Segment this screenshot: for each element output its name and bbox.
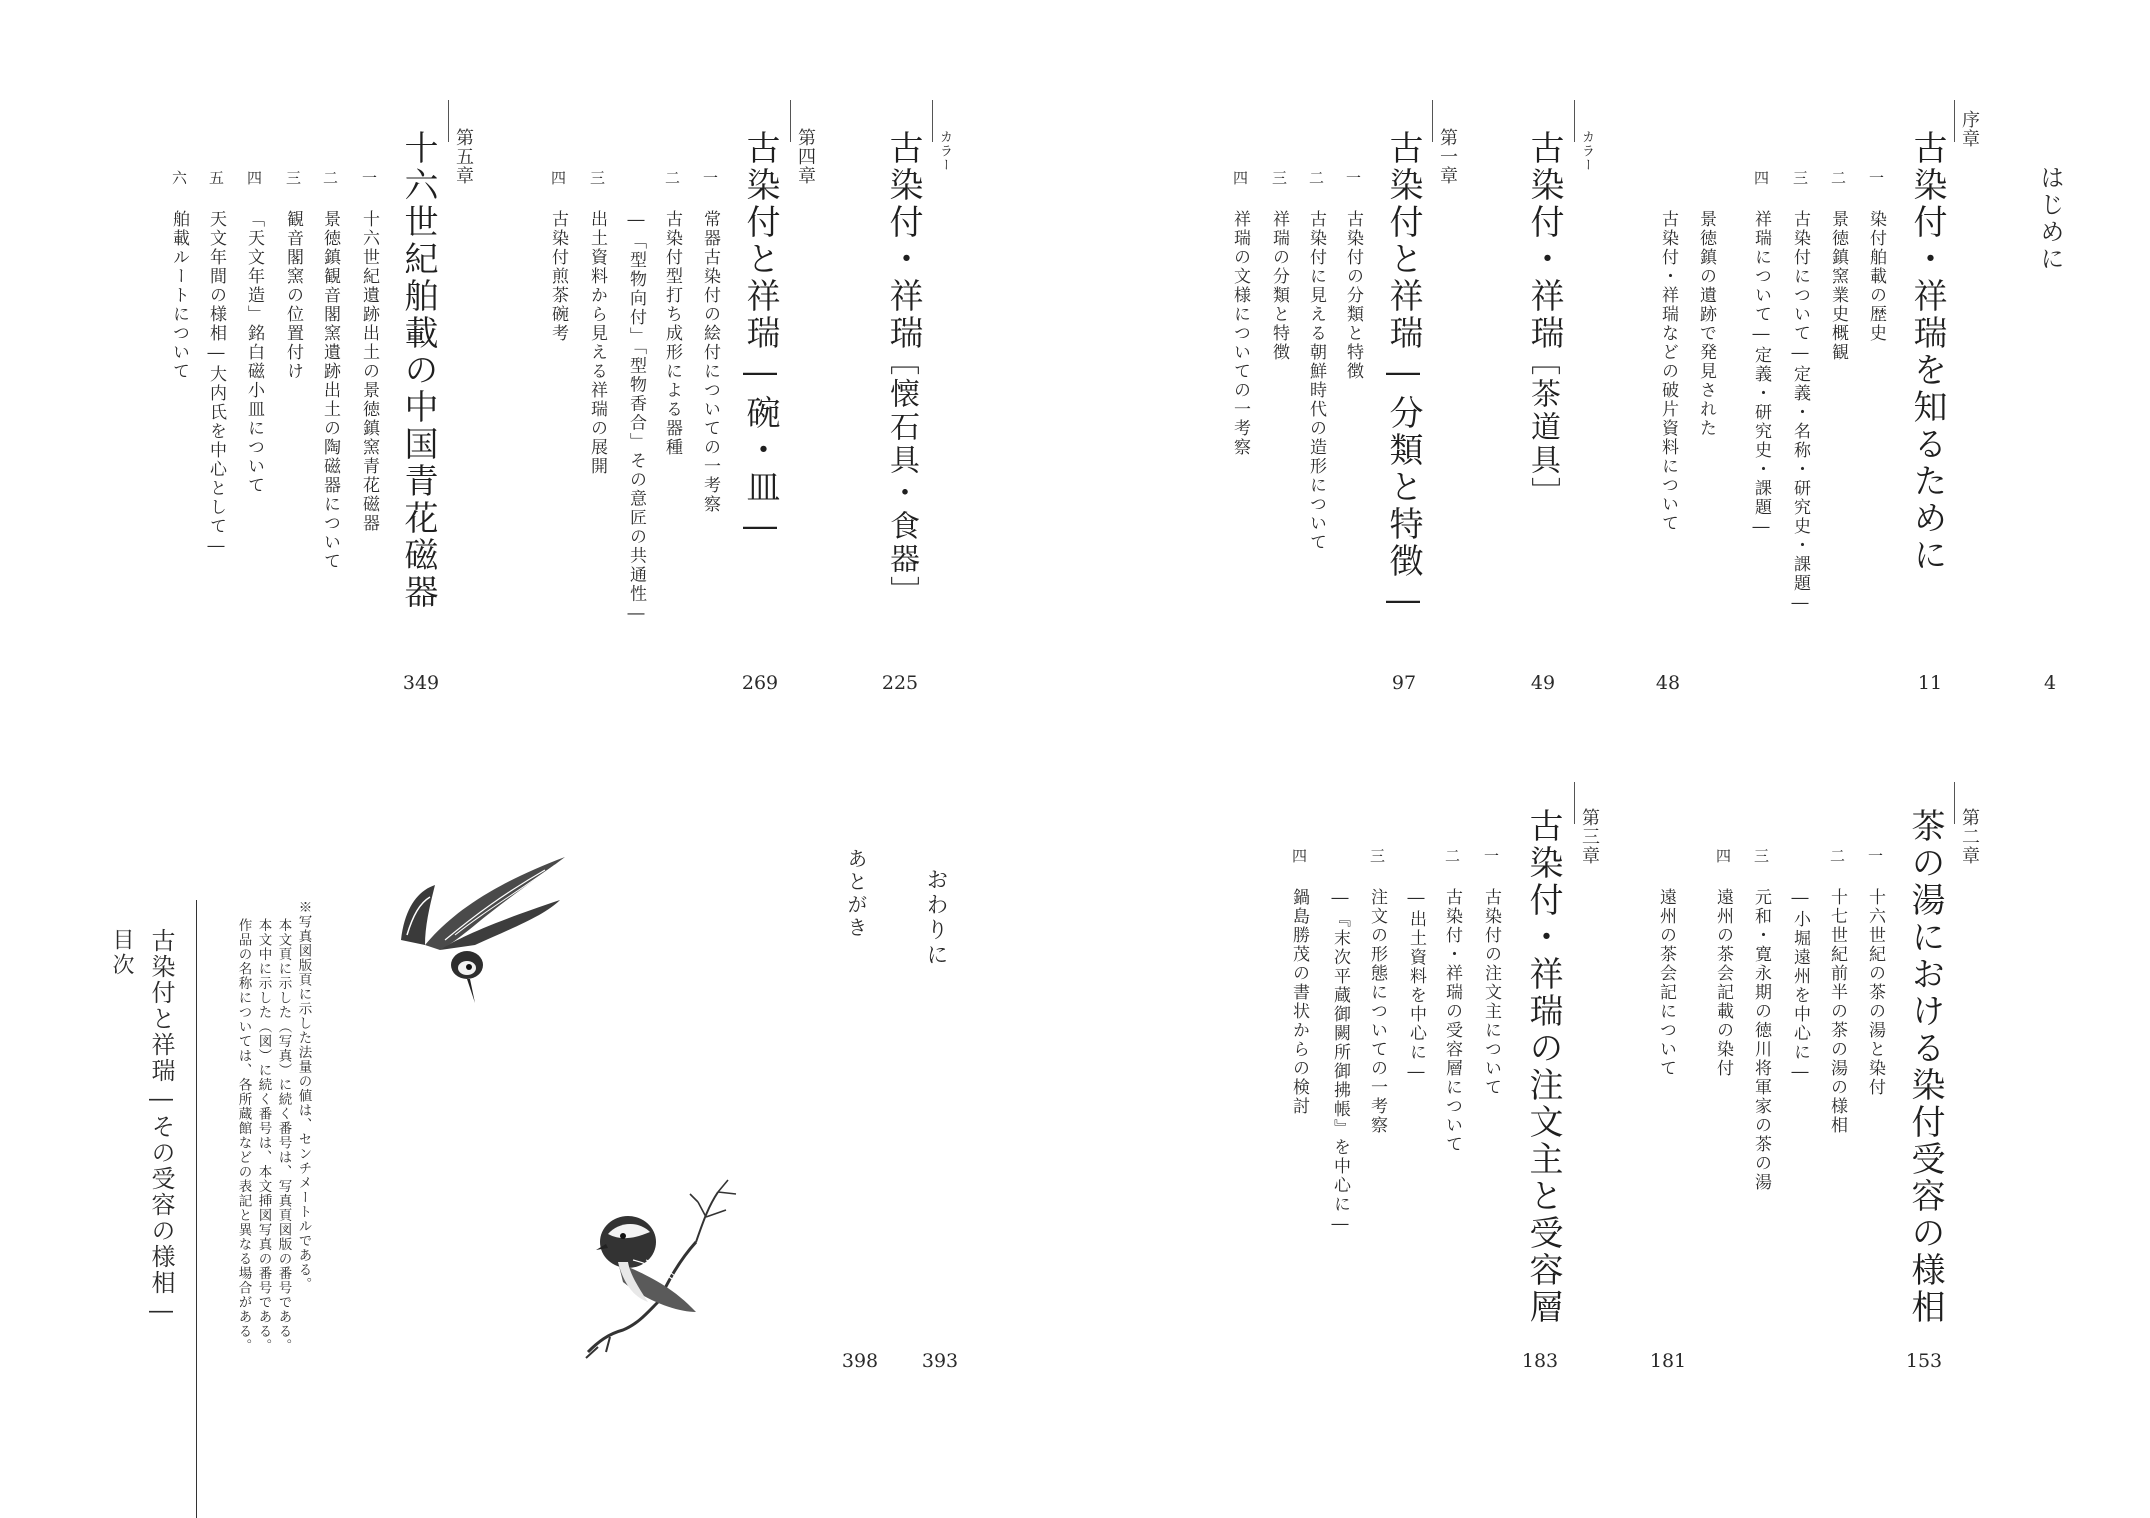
ch4-item-4: 古染付煎茶碗考 bbox=[548, 210, 568, 343]
ch1-item-4-num: 四 bbox=[1231, 170, 1249, 185]
ch2-item-2: 十七世紀前半の茶の湯の様相 bbox=[1827, 888, 1847, 1135]
ch5-title: 十六世紀舶載の中国青花磁器 bbox=[398, 130, 438, 611]
ch5-item-1: 十六世紀遺跡出土の景徳鎮窯青花磁器 bbox=[359, 210, 379, 533]
ch2-item-3-num: 三 bbox=[1752, 848, 1770, 863]
owarini-page: 393 bbox=[921, 1350, 959, 1372]
josho-item-1: 染付舶載の歴史 bbox=[1866, 210, 1886, 343]
tit-on-branch-illustration bbox=[578, 1162, 778, 1362]
ch2-title: 茶の湯における染付受容の様相 bbox=[1905, 808, 1945, 1326]
ch5-item-2-num: 二 bbox=[321, 170, 339, 185]
karaa1-sub: ［茶道具］ bbox=[1525, 345, 1560, 510]
ch1-item-2-num: 二 bbox=[1307, 170, 1325, 185]
atogaki-page: 398 bbox=[841, 1350, 879, 1372]
ch1-item-3: 祥瑞の分類と特徴 bbox=[1269, 210, 1289, 362]
ch2-item-4-num: 四 bbox=[1714, 848, 1732, 863]
ch4-item-3-num: 三 bbox=[588, 170, 606, 185]
ch5-item-1-num: 一 bbox=[360, 170, 378, 185]
ch1-item-2: 古染付に見える朝鮮時代の造形について bbox=[1306, 210, 1326, 552]
ch4-rule bbox=[790, 100, 791, 142]
josho-rule bbox=[1954, 100, 1955, 142]
josho-page-fragment: 48 bbox=[1655, 672, 1681, 694]
ch5-item-6: 舶載ルートについて bbox=[169, 210, 189, 381]
ch2-item-1-num: 一 bbox=[1866, 848, 1884, 863]
ch5-rule bbox=[448, 100, 449, 142]
ch1-item-1-num: 一 bbox=[1344, 170, 1362, 185]
ch5-item-3: 観音閣窯の位置付け bbox=[283, 210, 303, 381]
ch3-item-3-sub: ―『末次平蔵御闕所御拂帳』を中心に― bbox=[1330, 888, 1350, 1236]
josho-page: 11 bbox=[1917, 672, 1943, 694]
ch2-item-5: 遠州の茶会記について bbox=[1656, 888, 1676, 1078]
title-rule bbox=[196, 900, 197, 1518]
ch5-item-2: 景徳鎮観音閣窯遺跡出土の陶磁器について bbox=[320, 210, 340, 571]
josho-item-2: 景徳鎮窯業史概観 bbox=[1828, 210, 1848, 362]
ch2-item-2-num: 二 bbox=[1828, 848, 1846, 863]
note-line-4: 作品の名称については、各所蔵館などの表記と異なる場合がある。 bbox=[235, 918, 252, 1353]
ch2-item-3: 元和・寛永期の徳川将軍家の茶の湯 bbox=[1751, 888, 1771, 1192]
karaa1-page: 49 bbox=[1530, 672, 1556, 694]
josho-item-3: 古染付について―定義・名称・研究史・課題― bbox=[1790, 210, 1810, 615]
ch4-title: 古染付と祥瑞―碗・皿― bbox=[740, 130, 780, 549]
ch1-label: 第一章 bbox=[1437, 128, 1458, 185]
note-line-2: 本文頁に示した（写真）に続く番号は、写真頁図版の番号である。 bbox=[275, 918, 292, 1353]
josho-item-5: 景徳鎮の遺跡で発見された bbox=[1696, 210, 1716, 438]
ch5-page: 349 bbox=[402, 672, 440, 694]
ch3-item-2-sub: ―出土資料を中心に― bbox=[1406, 888, 1426, 1084]
ch1-title: 古染付と祥瑞―分類と特徴― bbox=[1383, 130, 1423, 623]
owarini-title: おわりに bbox=[923, 868, 948, 968]
karaa1-rule bbox=[1574, 100, 1575, 142]
ch3-item-1: 古染付の注文主について bbox=[1481, 888, 1501, 1097]
ch2-page: 153 bbox=[1905, 1350, 1943, 1372]
ch3-title: 古染付・祥瑞の注文主と受容層 bbox=[1523, 808, 1563, 1326]
ch4-page: 269 bbox=[741, 672, 779, 694]
ch4-item-1-num: 一 bbox=[701, 170, 719, 185]
josho-item-3-num: 三 bbox=[1791, 170, 1809, 185]
hajimeni-page: 4 bbox=[2043, 672, 2057, 694]
ch3-item-1-num: 一 bbox=[1482, 848, 1500, 863]
ch4-item-4-num: 四 bbox=[549, 170, 567, 185]
ch1-item-1: 古染付の分類と特徴 bbox=[1343, 210, 1363, 381]
ch3-item-3-num: 三 bbox=[1368, 848, 1386, 863]
karaa2-small: カラー bbox=[937, 130, 952, 172]
mokuji-heading: 目次 bbox=[109, 928, 134, 978]
josho-item-6: 古染付・祥瑞などの破片資料について bbox=[1658, 210, 1678, 533]
ch4-item-2-num: 二 bbox=[663, 170, 681, 185]
karaa1-small: カラー bbox=[1579, 130, 1594, 172]
atogaki-title: あとがき bbox=[844, 848, 868, 940]
ch5-item-5: 天文年間の様相―大内氏を中心として― bbox=[206, 210, 226, 558]
ch1-item-3-num: 三 bbox=[1270, 170, 1288, 185]
josho-item-1-num: 一 bbox=[1867, 170, 1885, 185]
ch3-page: 183 bbox=[1521, 1350, 1559, 1372]
ch2-item-2-sub: ―小堀遠州を中心に― bbox=[1790, 888, 1810, 1084]
hajimeni-title: はじめに bbox=[2036, 165, 2064, 273]
karaa2-page: 225 bbox=[881, 672, 919, 694]
karaa1-title: 古染付・祥瑞 bbox=[1524, 130, 1564, 352]
ch1-rule bbox=[1432, 100, 1433, 142]
ch5-item-3-num: 三 bbox=[284, 170, 302, 185]
ch5-item-6-num: 六 bbox=[170, 170, 188, 185]
ch5-item-4-num: 四 bbox=[245, 170, 263, 185]
swallow-illustration bbox=[395, 845, 575, 1005]
josho-label: 序章 bbox=[1959, 110, 1980, 148]
ch5-label: 第五章 bbox=[453, 128, 474, 185]
karaa2-rule bbox=[932, 100, 933, 142]
ch3-rule bbox=[1574, 782, 1575, 824]
ch4-item-2: 古染付型打ち成形による器種 bbox=[662, 210, 682, 457]
josho-item-4: 祥瑞について―定義・研究史・課題― bbox=[1751, 210, 1771, 539]
karaa2-title: 古染付・祥瑞 bbox=[883, 130, 923, 352]
josho-title: 古染付・祥瑞を知るために bbox=[1907, 130, 1947, 574]
ch1-item-4: 祥瑞の文様についての一考察 bbox=[1230, 210, 1250, 457]
ch2-label: 第二章 bbox=[1959, 808, 1980, 865]
ch3-item-2-num: 二 bbox=[1443, 848, 1461, 863]
note-line-3: 本文中に示した（図）に続く番号は、本文挿図写真の番号である。 bbox=[255, 918, 272, 1353]
ch3-item-3: 注文の形態についての一考察 bbox=[1367, 888, 1387, 1135]
note-line-1: ※写真図版頁に示した法量の値は、センチメートルである。 bbox=[295, 900, 312, 1292]
ch4-label: 第四章 bbox=[795, 128, 816, 185]
ch5-item-5-num: 五 bbox=[207, 170, 225, 185]
josho-item-2-num: 二 bbox=[1829, 170, 1847, 185]
ch1-page: 97 bbox=[1391, 672, 1417, 694]
ch2-rule bbox=[1954, 782, 1955, 824]
ch4-item-1: 常器古染付の絵付についての一考察 bbox=[700, 210, 720, 514]
ch3-label: 第三章 bbox=[1579, 808, 1600, 865]
ch3-item-4-num: 四 bbox=[1290, 848, 1308, 863]
josho-item-4-num: 四 bbox=[1752, 170, 1770, 185]
ch3-item-2: 古染付・祥瑞の受容層について bbox=[1442, 888, 1462, 1154]
karaa2-sub: ［懐石具・食器］ bbox=[884, 345, 919, 609]
ch4-item-3: 出土資料から見える祥瑞の展開 bbox=[587, 210, 607, 476]
ch4-item-2-sub: ―「型物向付」「型物香合」その意匠の共通性― bbox=[626, 210, 646, 626]
ch2-item-1: 十六世紀の茶の湯と染付 bbox=[1865, 888, 1885, 1097]
book-title: 古染付と祥瑞―その受容の様相― bbox=[147, 928, 175, 1326]
ch3-item-4: 鍋島勝茂の書状からの検討 bbox=[1289, 888, 1309, 1116]
ch5-item-4: 「天文年造」銘白磁小皿について bbox=[244, 210, 264, 495]
ch2-page-fragment: 181 bbox=[1649, 1350, 1687, 1372]
ch2-item-4: 遠州の茶会記載の染付 bbox=[1713, 888, 1733, 1078]
